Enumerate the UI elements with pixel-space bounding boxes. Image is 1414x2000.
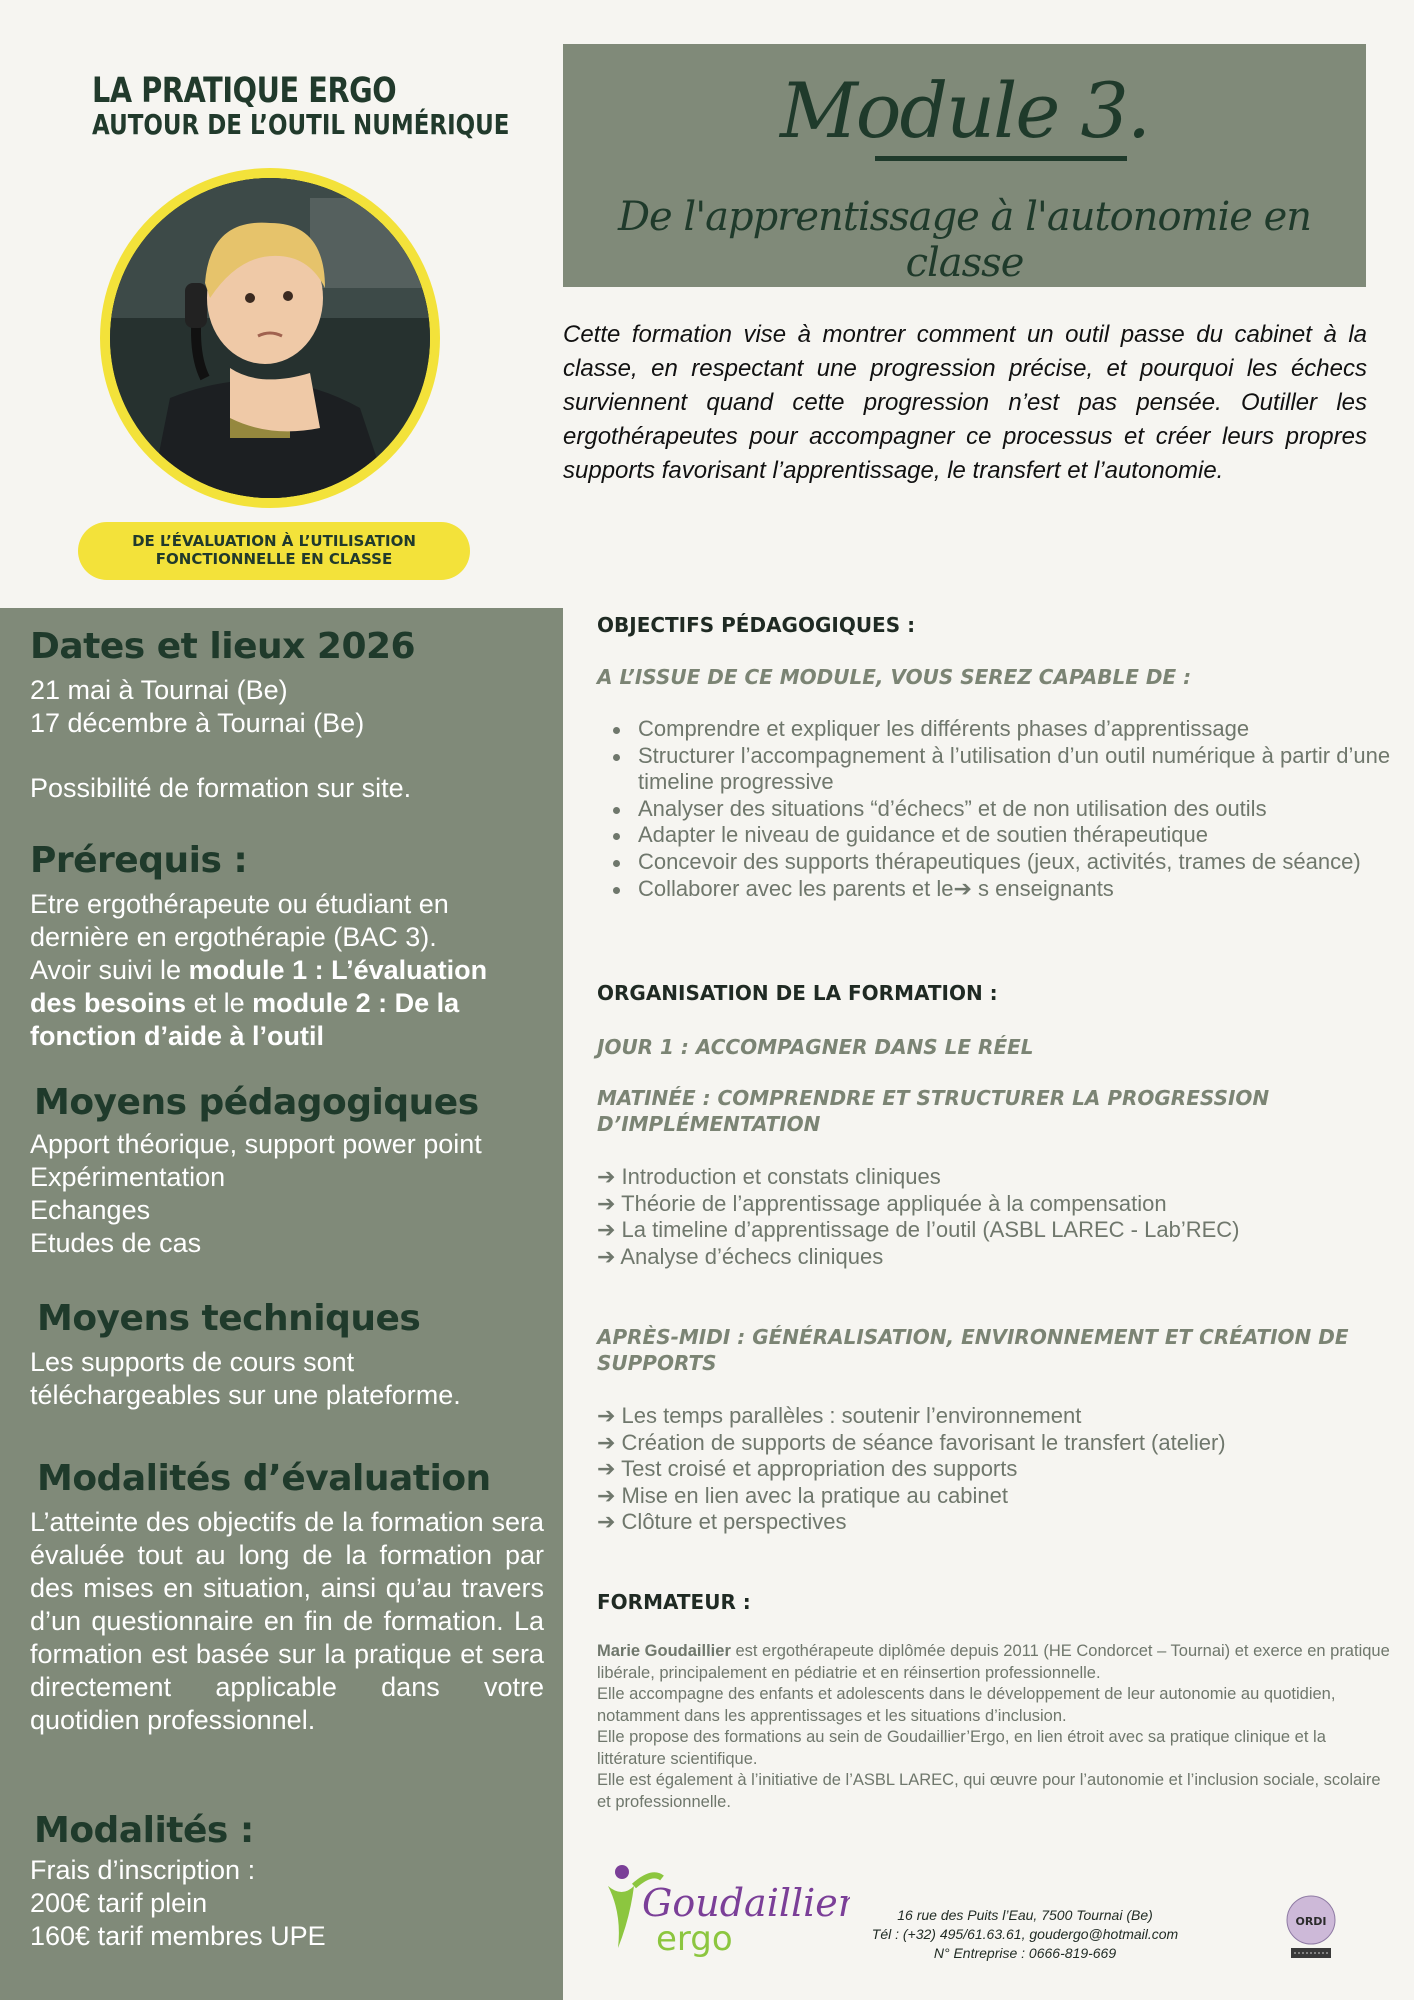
module-subtitle: De l'apprentissage à l'autonomie en classe — [617, 194, 1312, 286]
pill-line-1: DE L’ÉVALUATION À L’UTILISATION — [132, 532, 416, 550]
prereq-bold: fonction d’aide à l’outil — [30, 1021, 324, 1051]
objectives-subheading: A L’ISSUE DE CE MODULE, VOUS SEREZ CAPABLE DE : — [597, 665, 1192, 689]
onsite-note: Possibilité de formation sur site. — [30, 773, 412, 803]
intro-paragraph: Cette formation vise à montrer comment un outil passe du cabinet à la classe, en respectant une progression précise, et pourquoi les échecs surviennent quand cette progression n’est pas pensée. Outiller les ergothérapeutes pour accompagner ce processus et créer leurs propres supports favorisant l’apprentissage, le transfert et l’autonomie. — [563, 321, 1367, 484]
technical-line: Les supports de cours sont — [30, 1347, 355, 1377]
logo-subname: ergo — [656, 1919, 733, 1958]
technical-heading: Moyens techniques — [37, 1298, 421, 1339]
prereq-line — [30, 954, 487, 987]
title-underline — [875, 156, 1127, 161]
prereq-text: et le — [186, 988, 253, 1018]
brand-line-1: LA PRATIQUE ERGO — [92, 71, 397, 111]
trainer-paragraph: Elle propose des formations au sein de Goudaillier’Ergo, en lien étroit avec sa pratique clinique et la littérature scientifique. — [597, 1728, 1326, 1768]
objective-text: Collaborer avec les parents et le➔ s enseignants — [638, 875, 1114, 901]
badge-icon — [1278, 1892, 1344, 1962]
pedagogy-item: Etudes de cas — [30, 1228, 202, 1258]
afternoon-item: ➔ Création de supports de séance favorisant le transfert (atelier) — [597, 1429, 1226, 1455]
info-panel — [0, 608, 563, 2000]
prereq-module-1: module 1 : L’évaluation — [188, 955, 488, 985]
pedagogy-heading: Moyens pédagogiques — [34, 1082, 479, 1123]
morning-item: ➔ Analyse d’échecs cliniques — [597, 1243, 884, 1269]
afternoon-item: ➔ Test croisé et appropriation des supports — [597, 1456, 1018, 1482]
modalities-item: 160€ tarif membres UPE — [30, 1921, 326, 1951]
technical-line: téléchargeables sur une plateforme. — [30, 1380, 461, 1410]
contact-line: Tél : (+32) 495/61.63.61, goudergo@hotmail.com — [871, 1926, 1179, 1942]
trainer-paragraph: Elle est également à l’initiative de l’ASBL LAREC, qui œuvre pour l’autonomie et l’inclusion sociale, scolaire et professionnelle. — [597, 1771, 1381, 1811]
prereq-heading: Prérequis : — [30, 840, 248, 881]
afternoon-heading: APRÈS-MIDI : GÉNÉRALISATION, ENVIRONNEMENT ET CRÉATION DE SUPPORTS — [597, 1325, 1349, 1375]
morning-item: ➔ La timeline d’apprentissage de l’outil (ASBL LAREC - Lab’REC) — [597, 1217, 1240, 1243]
bullet-icon — [613, 833, 620, 840]
modalities-item: Frais d’inscription : — [30, 1855, 256, 1885]
child-photo — [100, 168, 440, 508]
bullet-icon — [613, 887, 620, 894]
badge-label: ORDI — [1295, 1915, 1327, 1928]
afternoon-item: ➔ Les temps parallèles : soutenir l’environnement — [597, 1403, 1082, 1428]
trainer-paragraph: Elle accompagne des enfants et adolescents dans le développement de leur autonomie au quotidien, notamment dans les apprentissages et les situations d’inclusion. — [597, 1685, 1336, 1725]
morning-item: ➔ Théorie de l’apprentissage appliquée à la compensation — [597, 1190, 1167, 1216]
objective-text: Structurer l’accompagnement à l’utilisation d’un outil numérique à partir d’une timeline progressive — [638, 742, 1391, 795]
objective-item — [597, 849, 1378, 876]
objective-text: Analyser des situations “d’échecs” et de non utilisation des outils — [638, 795, 1267, 821]
subtitle-pill — [78, 522, 470, 580]
trainer-paragraph — [597, 1641, 1397, 1684]
pedagogy-item: Echanges — [30, 1195, 151, 1225]
prereq-line — [30, 987, 459, 1020]
pill-line-2: FONCTIONNELLE EN CLASSE — [155, 550, 393, 568]
enterprise-line: N° Entreprise : 0666-819-669 — [933, 1945, 1117, 1961]
brand-title — [92, 72, 601, 140]
prereq-line: dernière en ergothérapie (BAC 3). — [30, 922, 437, 952]
date-item: 17 décembre à Tournai (Be) — [30, 708, 365, 738]
objective-text: Adapter le niveau de guidance et de soutien thérapeutique — [638, 822, 1208, 848]
afternoon-item: ➔ Mise en lien avec la pratique au cabinet — [597, 1482, 1009, 1508]
bullet-icon — [613, 727, 620, 734]
trainer-text: est ergothérapeute diplômée depuis 2011 (HE Condorcet – Tournai) et exerce en pratique libérale, principalement en pédiatrie et en réinsertion professionnelle. — [597, 1642, 1390, 1682]
prereq-module-2: module 2 : De la — [252, 988, 460, 1018]
company-logo — [600, 1858, 850, 1958]
day-heading: JOUR 1 : ACCOMPAGNER DANS LE RÉEL — [597, 1035, 1034, 1059]
bullet-icon — [613, 860, 620, 867]
evaluation-heading: Modalités d’évaluation — [37, 1458, 491, 1499]
trainer-name: Marie Goudaillier — [597, 1642, 731, 1660]
dates-heading: Dates et lieux 2026 — [30, 626, 416, 667]
module-banner — [563, 44, 1366, 287]
objective-item — [597, 743, 1407, 796]
ordi-badge — [1278, 1892, 1344, 1962]
objective-item — [597, 796, 1407, 823]
objectives-list — [597, 716, 1407, 902]
prereq-line: Etre ergothérapeute ou étudiant en — [30, 889, 449, 919]
prereq-bold: des besoins — [30, 988, 187, 1018]
organisation-heading: ORGANISATION DE LA FORMATION : — [597, 981, 998, 1005]
bullet-icon — [613, 754, 620, 761]
pedagogy-item: Apport théorique, support power point — [30, 1129, 482, 1159]
contact-block — [860, 1906, 1190, 1963]
logo-mark-icon — [600, 1858, 850, 1958]
trainer-bio — [597, 1641, 1397, 1813]
prereq-text: Avoir suivi le — [30, 955, 189, 985]
afternoon-list — [597, 1403, 1226, 1536]
prereq-line — [30, 1020, 324, 1053]
modalities-heading: Modalités : — [34, 1810, 254, 1851]
module-title: Module 3. — [779, 66, 1150, 155]
bullet-icon — [613, 807, 620, 814]
address-line: 16 rue des Puits l’Eau, 7500 Tournai (Be) — [897, 1907, 1153, 1923]
objectives-heading: OBJECTIFS PÉDAGOGIQUES : — [597, 613, 916, 637]
objective-item — [597, 822, 1407, 849]
afternoon-item: ➔ Clôture et perspectives — [597, 1509, 847, 1535]
morning-list — [597, 1164, 1239, 1270]
date-item: 21 mai à Tournai (Be) — [30, 675, 288, 705]
trainer-heading: FORMATEUR : — [597, 1590, 751, 1614]
pedagogy-item: Expérimentation — [30, 1162, 226, 1192]
logo-name: Goudaillier — [642, 1881, 850, 1925]
objective-text: Comprendre et expliquer les différents phases d’apprentissage — [638, 716, 1250, 741]
evaluation-text: L’atteinte des objectifs de la formation sera évaluée tout au long de la formation par des mises en situation, ainsi qu’au travers d’un questionnaire en fin de formation. La formation est basée sur la pratique et sera directement applicable dans votre quotidien professionnel. — [30, 1507, 544, 1735]
child-illustration — [110, 178, 430, 498]
morning-item: ➔ Introduction et constats cliniques — [597, 1164, 941, 1189]
objective-item — [597, 876, 1407, 903]
brand-line-2: AUTOUR DE L’OUTIL NUMÉRIQUE — [92, 108, 510, 141]
modalities-item: 200€ tarif plein — [30, 1888, 208, 1918]
objective-item — [597, 716, 1407, 743]
objective-text: Concevoir des supports thérapeutiques (jeux, activités, trames de séance) — [638, 848, 1361, 874]
morning-heading: MATINÉE : COMPRENDRE ET STRUCTURER LA PROGRESSION D’IMPLÉMENTATION — [597, 1086, 1270, 1136]
